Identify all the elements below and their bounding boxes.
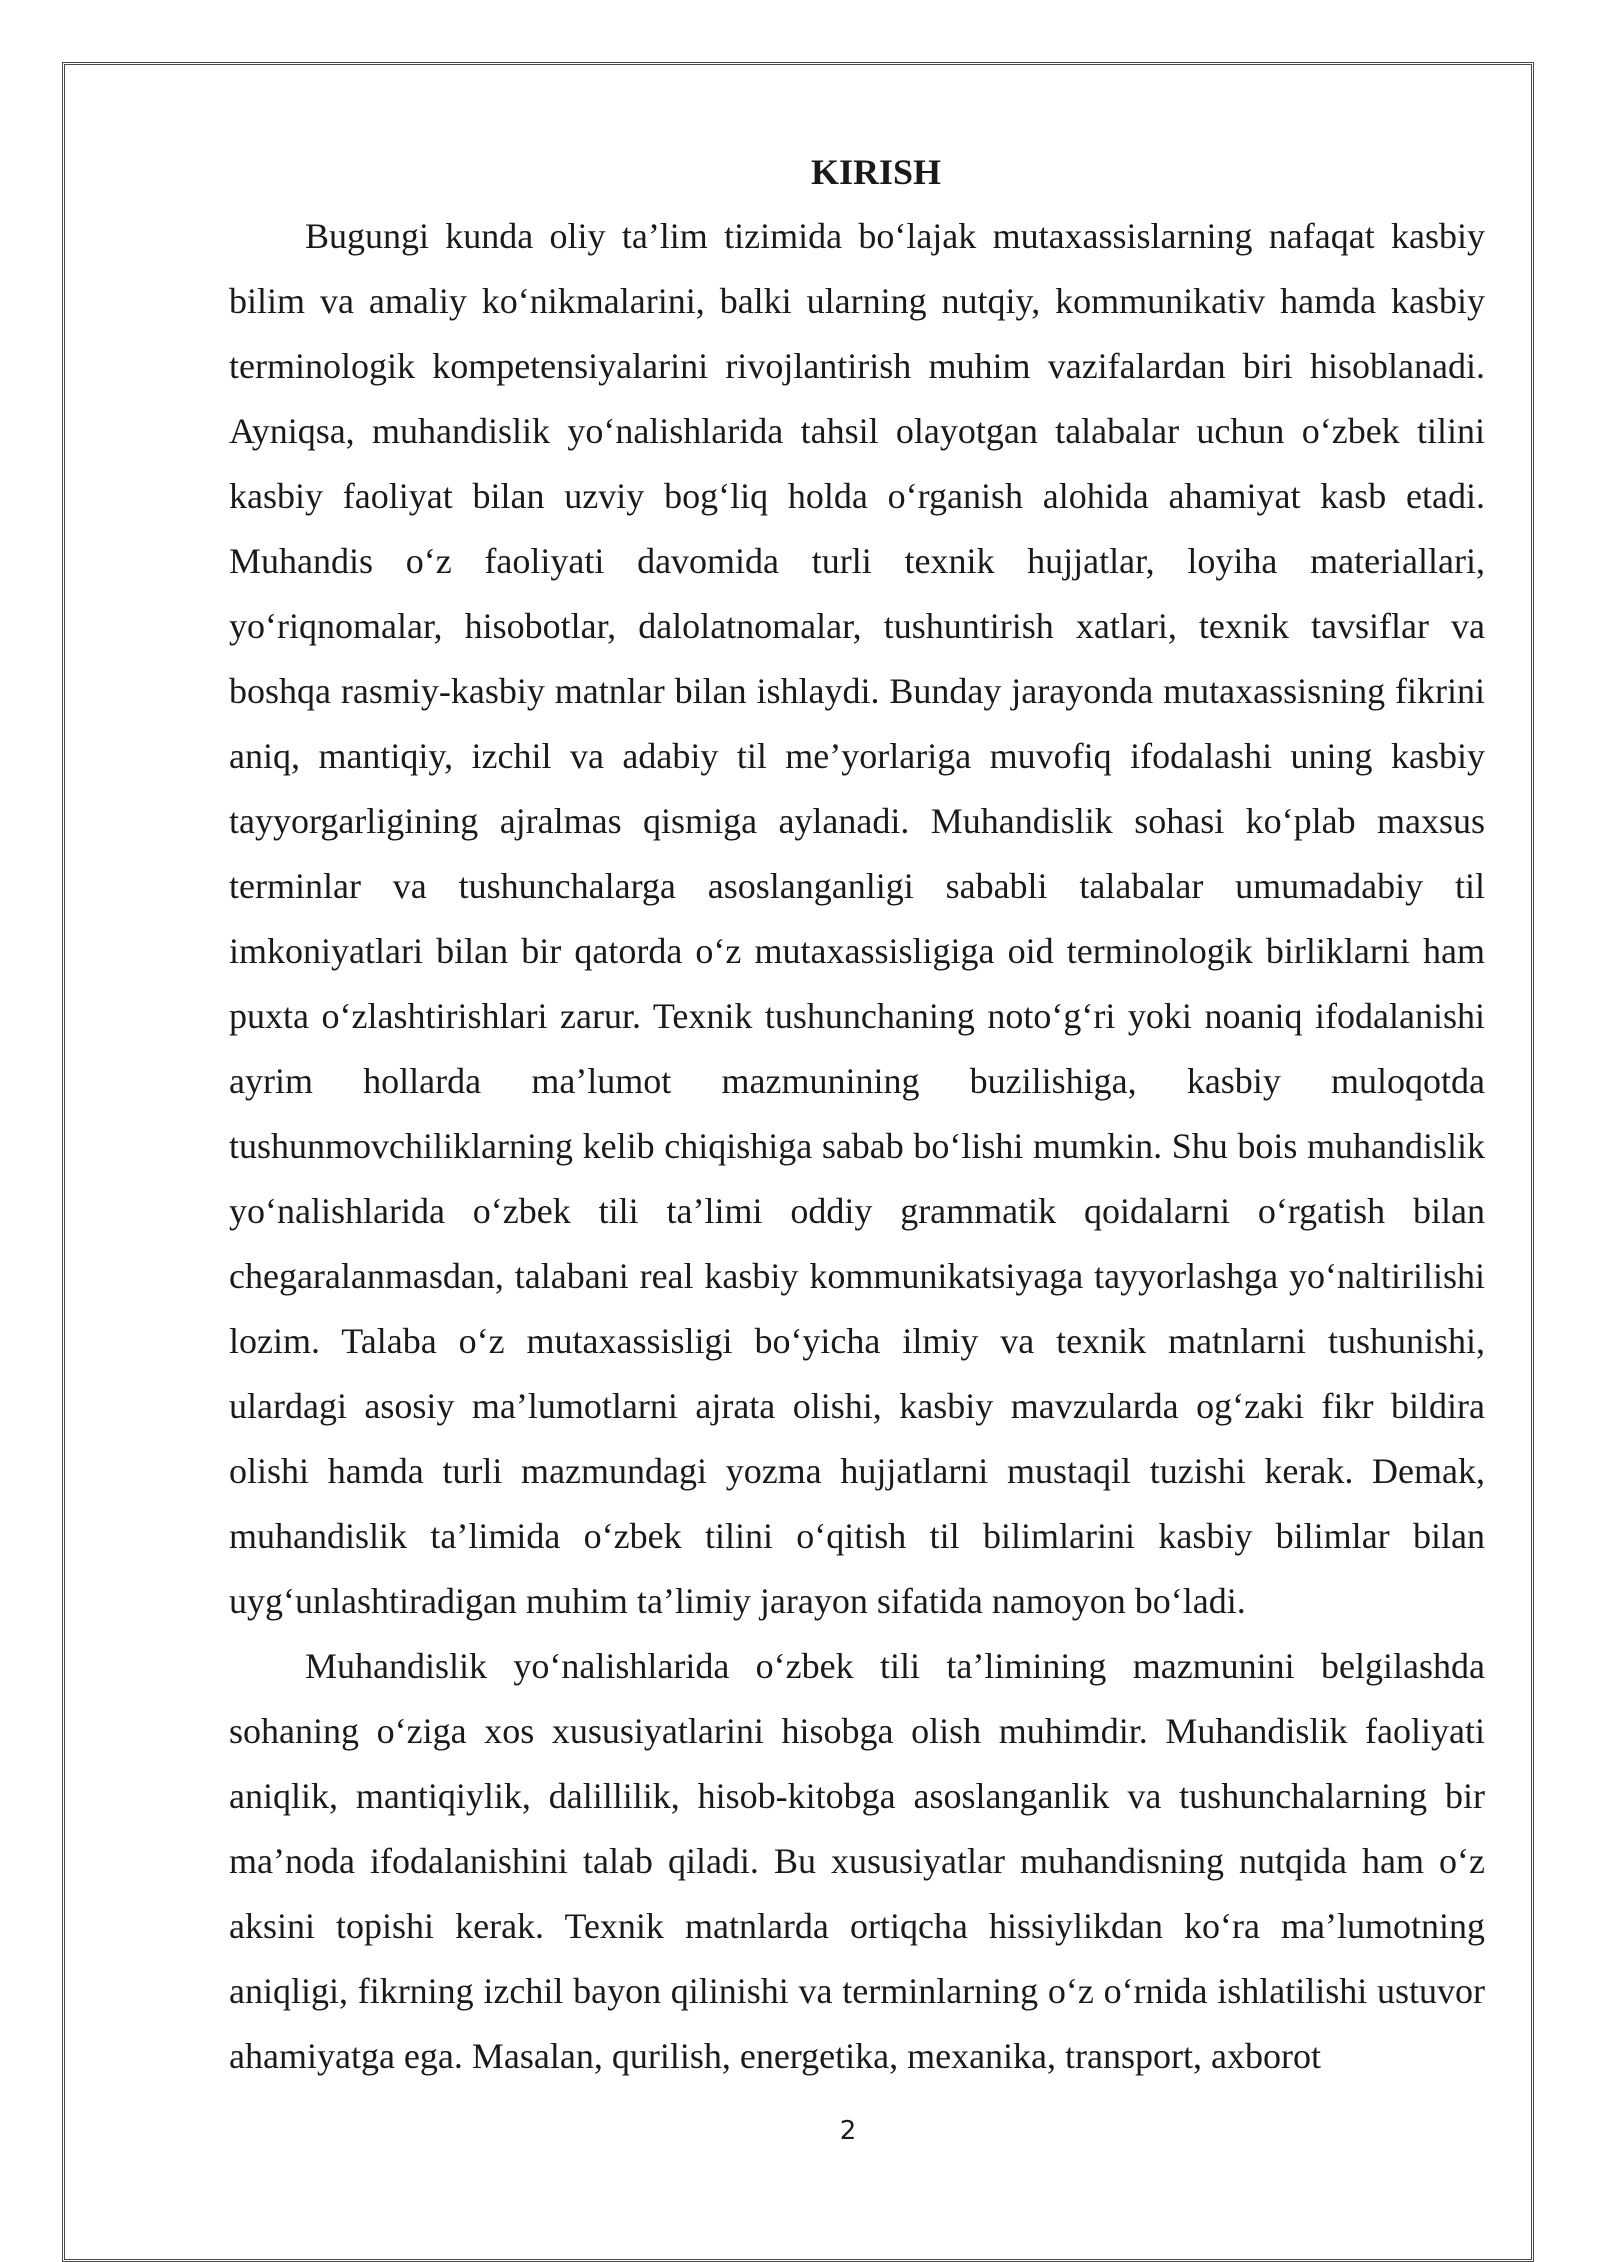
paragraph-1: Bugungi kunda oliy ta’lim tizimida bo‘lajak mutaxassislarning nafaqat kasbiy bilim va amaliy ko‘nikmalarini, balki ularning nutqiy, kommunikativ hamda kasbiy terminologik kompetensiyalarini rivojlantirish muhim vazifalardan biri hisoblanadi. Ayniqsa, muhandislik yo‘nalishlarida tahsil olayotgan talabalar uchun o‘zbek tilini kasbiy faoliyat bilan uzviy bog‘liq holda o‘rganish alohida ahamiyat kasb etadi. Muhandis o‘z faoliyati davomida turli texnik hujjatlar, loyiha materiallari, yo‘riqnomalar, hisobotlar, dalolatnomalar, tushuntirish xatlari, texnik tavsiflar va boshqa rasmiy-kasbiy matnlar bilan ishlaydi. Bunday jarayonda mutaxassisning fikrini aniq, mantiqiy, izchil va adabiy til me’yorlariga muvofiq ifodalashi uning kasbiy tayyorgarligining ajralmas qismiga aylanadi. Muhandislik sohasi ko‘plab maxsus terminlar va tushunchalarga asoslanganligi sababli talabalar umumadabiy til imkoniyatlari bilan bir qatorda o‘z mutaxassisligiga oid terminologik birliklarni ham puxta o‘zlashtirishlari zarur. Texnik tushunchaning noto‘g‘ri yoki noaniq ifodalanishi ayrim hollarda ma’lumot mazmunining buzilishiga, kasbiy muloqotda tushunmovchiliklarning kelib chiqishiga sabab bo‘lishi mumkin. Shu bois muhandislik yo‘nalishlarida o‘zbek tili ta’limi oddiy grammatik qoidalarni o‘rgatish bilan chegaralanmasdan, talabani real kasbiy kommunikatsiyaga tayyorlashga yo‘naltirilishi lozim. Talaba o‘z mutaxassisligi bo‘yicha ilmiy va texnik matnlarni tushunishi, ulardagi asosiy ma’lumotlarni ajrata olishi, kasbiy mavzularda og‘zaki fikr bildira olishi hamda turli mazmundagi yozma hujjatlarni mustaqil tuzishi kerak. Demak, muhandislik ta’limida o‘zbek tilini o‘qitish til bilimlarini kasbiy bilimlar bilan uyg‘unlashtiradigan muhim ta’limiy jarayon sifatida namoyon bo‘ladi.	[229, 216, 1485, 1621]
document-body	[229, 140, 1485, 2089]
page-number: 2	[839, 2116, 857, 2146]
section-title: KIRISH	[810, 152, 942, 192]
paragraph-2: Muhandislik yo‘nalishlarida o‘zbek tili ta’limining mazmunini belgilashda sohaning o‘ziga xos xususiyatlarini hisobga olish muhimdir. Muhandislik faoliyati aniqlik, mantiqiylik, dalillilik, hisob-kitobga asoslanganlik va tushunchalarning bir ma’noda ifodalanishini talab qiladi. Bu xususiyatlar muhandisning nutqida ham o‘z aksini topishi kerak. Texnik matnlarda ortiqcha hissiylikdan ko‘ra ma’lumotning aniqligi, fikrning izchil bayon qilinishi va terminlarning o‘z o‘rnida ishlatilishi ustuvor ahamiyatga ega. Masalan, qurilish, energetika, mexanika, transport, axborot	[229, 1646, 1485, 2076]
